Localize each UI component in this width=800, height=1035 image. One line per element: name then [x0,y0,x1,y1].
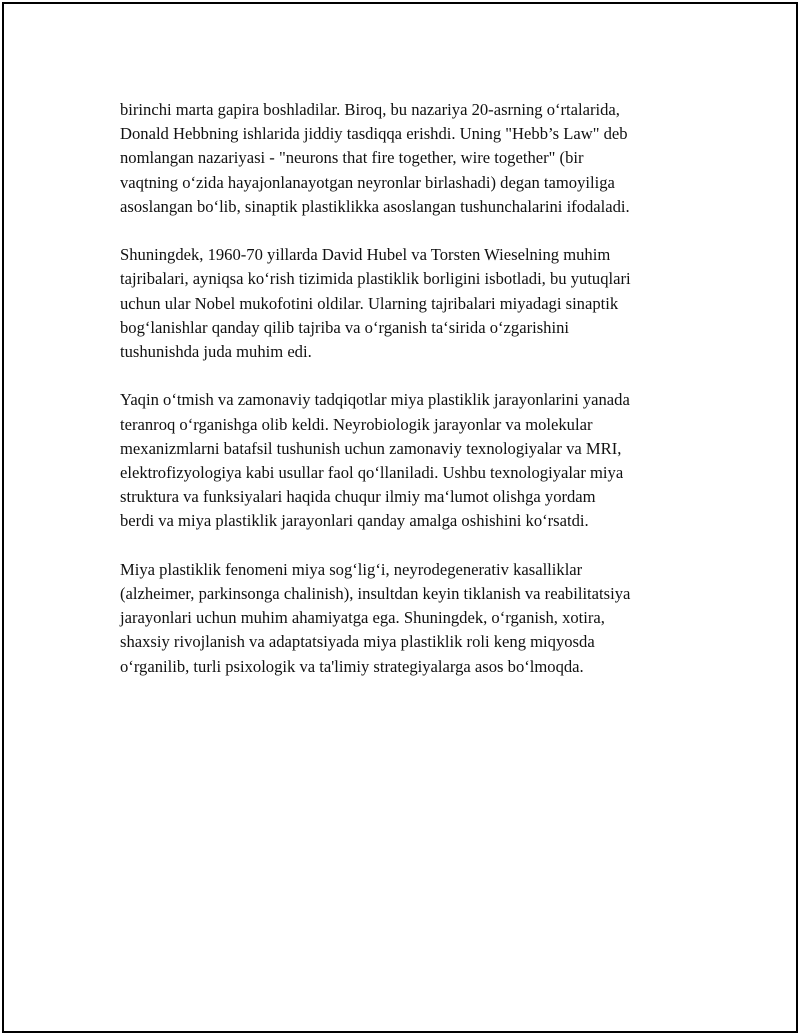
document-body [120,98,700,703]
text-line: bog‘lanishlar qanday qilib tajriba va o‘rganish ta‘sirida o‘zgarishini [120,317,569,337]
text-line: asoslangan bo‘lib, sinaptik plastiklikka asoslangan tushunchalarini ifodaladi. [120,196,630,216]
text-line: tajribalari, ayniqsa ko‘rish tizimida plastiklik borligini isbotladi, bu yutuqlari [120,269,631,289]
text-line: o‘rganilib, turli psixologik va ta'limiy strategiyalarga asos bo‘lmoqda. [120,656,584,676]
paragraph [120,243,700,364]
text-line: Shuningdek, 1960-70 yillarda David Hubel va Torsten Wieselning muhim [120,245,611,265]
text-line: berdi va miya plastiklik jarayonlari qanday amalga oshishini ko‘rsatdi. [120,511,589,531]
text-line: vaqtning o‘zida hayajonlanayotgan neyronlar birlashadi) degan tamoyiliga [120,172,615,192]
document-page [2,2,798,1033]
text-line: jarayonlari uchun muhim ahamiyatga ega. Shuningdek, o‘rganish, xotira, [120,608,605,628]
paragraph [120,558,700,679]
text-line: teranroq o‘rganishga olib keldi. Neyrobiologik jarayonlar va molekular [120,414,593,434]
paragraph [120,98,700,219]
paragraph [120,388,700,533]
text-line: shaxsiy rivojlanish va adaptatsiyada miya plastiklik roli keng miqyosda [120,632,595,652]
text-line: birinchi marta gapira boshladilar. Biroq, bu nazariya 20-asrning o‘rtalarida, [120,100,620,119]
text-line: Yaqin o‘tmish va zamonaviy tadqiqotlar miya plastiklik jarayonlarini yanada [120,390,630,410]
text-line: mexanizmlarni batafsil tushunish uchun zamonaviy texnologiyalar va MRI, [120,438,622,458]
text-line: tushunishda juda muhim edi. [120,342,312,362]
text-line: elektrofizyologiya kabi usullar faol qo‘llaniladi. Ushbu texnologiyalar miya [120,463,624,483]
text-line: uchun ular Nobel mukofotini oldilar. Ularning tajribalari miyadagi sinaptik [120,293,619,313]
text-line: Miya plastiklik fenomeni miya sog‘lig‘i, neyrodegenerativ kasalliklar [120,559,583,579]
text-line: (alzheimer, parkinsonga chalinish), insultdan keyin tiklanish va reabilitatsiya [120,584,631,604]
text-line: Donald Hebbning ishlarida jiddiy tasdiqqa erishdi. Uning "Hebb’s Law" deb [120,124,628,144]
text-line: struktura va funksiyalari haqida chuqur ilmiy ma‘lumot olishga yordam [120,487,596,507]
text-line: nomlangan nazariyasi - "neurons that fire together, wire together" (bir [120,148,584,168]
